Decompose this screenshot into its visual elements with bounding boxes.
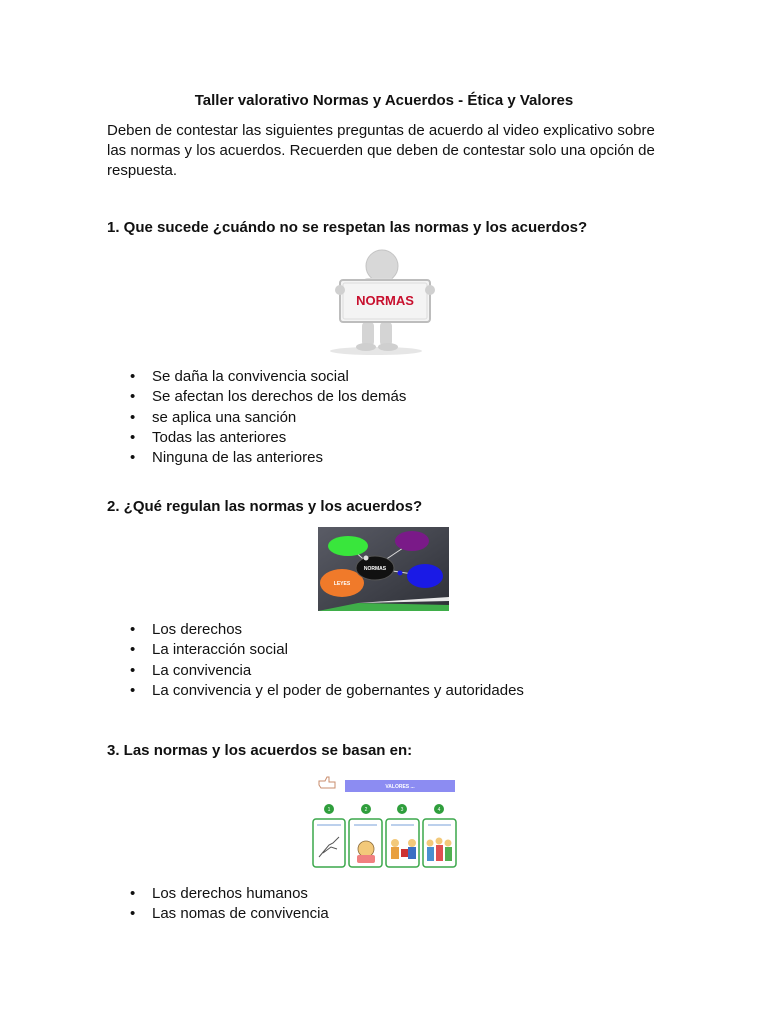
option-1b[interactable]: • Se afectan los derechos de los demás [130, 387, 406, 407]
option-2d[interactable]: • La convivencia y el poder de gobernantes y autoridades [130, 681, 524, 701]
option-3a[interactable]: • Los derechos humanos [130, 884, 329, 904]
valores-banner-text: VALORES ... [385, 784, 415, 790]
question-1-options [130, 367, 406, 468]
option-1a[interactable]: • Se daña la convivencia social [130, 367, 406, 387]
valores-number-circles [324, 804, 444, 814]
question-1: 1. Que sucede ¿cuándo no se respetan las normas y los acuerdos? [107, 219, 588, 236]
valores-number-3: 3 [400, 807, 404, 813]
valores-number-4: 4 [437, 807, 441, 813]
valores-number-2: 2 [364, 807, 368, 813]
question-2-options [130, 620, 524, 701]
question-2: 2. ¿Qué regulan las normas y los acuerdos? [107, 498, 423, 515]
option-1d[interactable]: • Todas las anteriores [130, 428, 406, 448]
option-1e[interactable]: • Ninguna de las anteriores [130, 448, 406, 468]
normas-concept-map-image [318, 527, 449, 611]
option-1c[interactable]: • se aplica una sanción [130, 408, 406, 428]
normas-sign-text: NORMAS [356, 293, 414, 308]
question-3: 3. Las normas y los acuerdos se basan en: [107, 742, 413, 759]
instructions-paragraph: Deben de contestar las siguientes preguntas de acuerdo al video explicativo sobre las normas y los acuerdos. Recuerden que deben de contestar solo una opción de respuesta. [107, 122, 655, 179]
option-2a[interactable]: • Los derechos [130, 620, 524, 640]
valores-number-1: 1 [327, 807, 331, 813]
option-2b[interactable]: • La interacción social [130, 640, 524, 660]
option-3b[interactable]: • Las nomas de convivencia [130, 904, 329, 924]
option-2c[interactable]: • La convivencia [130, 661, 524, 681]
question-3-options [130, 884, 329, 925]
normas-figure-image [316, 248, 436, 356]
document-title: Taller valorativo Normas y Acuerdos - Ética y Valores [194, 92, 574, 109]
concept-map-leyes-text: LEYES [333, 581, 351, 587]
concept-map-center-text: NORMAS [363, 566, 387, 572]
valores-cards-image [311, 773, 459, 869]
